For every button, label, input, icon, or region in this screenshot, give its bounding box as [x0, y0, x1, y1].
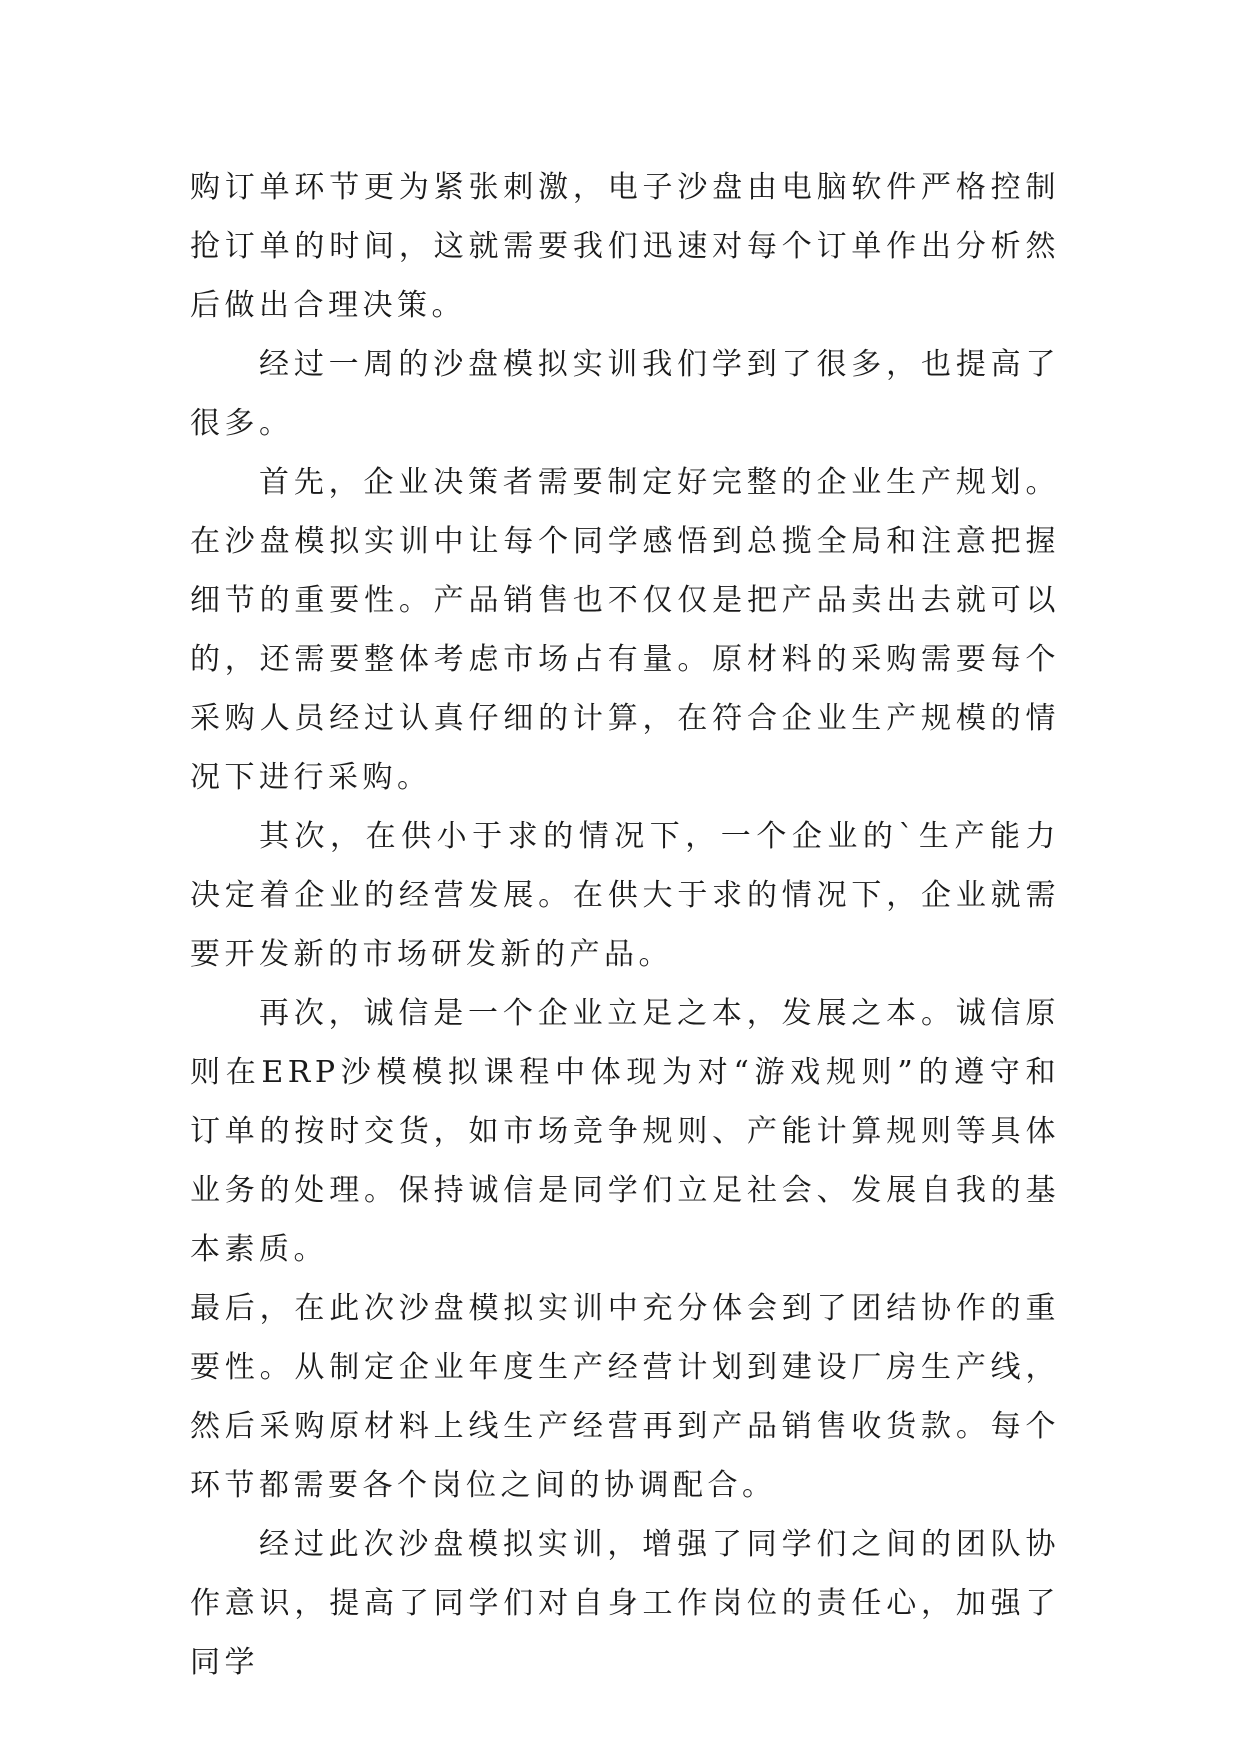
paragraph-4: 其次，在供小于求的情况下，一个企业的`生产能力决定着企业的经营发展。在供大于求的情况下，企业就需要开发新的市场研发新的产品。 — [190, 819, 1060, 972]
document-body — [190, 158, 1060, 1692]
paragraph-2: 经过一周的沙盘模拟实训我们学到了很多，也提高了很多。 — [190, 347, 1060, 441]
paragraph-5: 再次，诚信是一个企业立足之本，发展之本。诚信原则在ERP沙模模拟课程中体现为对“游戏规则”的遵守和订单的按时交货，如市场竞争规则、产能计算规则等具体业务的处理。保持诚信是同学们立足社会、发展自我的基本素质。 — [190, 996, 1060, 1267]
paragraph-6: 最后，在此次沙盘模拟实训中充分体会到了团结协作的重要性。从制定企业年度生产经营计划到建设厂房生产线，然后采购原材料上线生产经营再到产品销售收货款。每个环节都需要各个岗位之间的协调配合。 — [190, 1291, 1060, 1503]
paragraph-7: 经过此次沙盘模拟实训，增强了同学们之间的团队协作意识，提高了同学们对自身工作岗位的责任心，加强了同学 — [190, 1527, 1060, 1680]
paragraph-1: 购订单环节更为紧张刺激，电子沙盘由电脑软件严格控制抢订单的时间，这就需要我们迅速对每个订单作出分析然后做出合理决策。 — [190, 170, 1060, 323]
paragraph-3: 首先，企业决策者需要制定好完整的企业生产规划。在沙盘模拟实训中让每个同学感悟到总揽全局和注意把握细节的重要性。产品销售也不仅仅是把产品卖出去就可以的，还需要整体考虑市场占有量。原材料的采购需要每个采购人员经过认真仔细的计算，在符合企业生产规模的情况下进行采购。 — [190, 465, 1060, 795]
